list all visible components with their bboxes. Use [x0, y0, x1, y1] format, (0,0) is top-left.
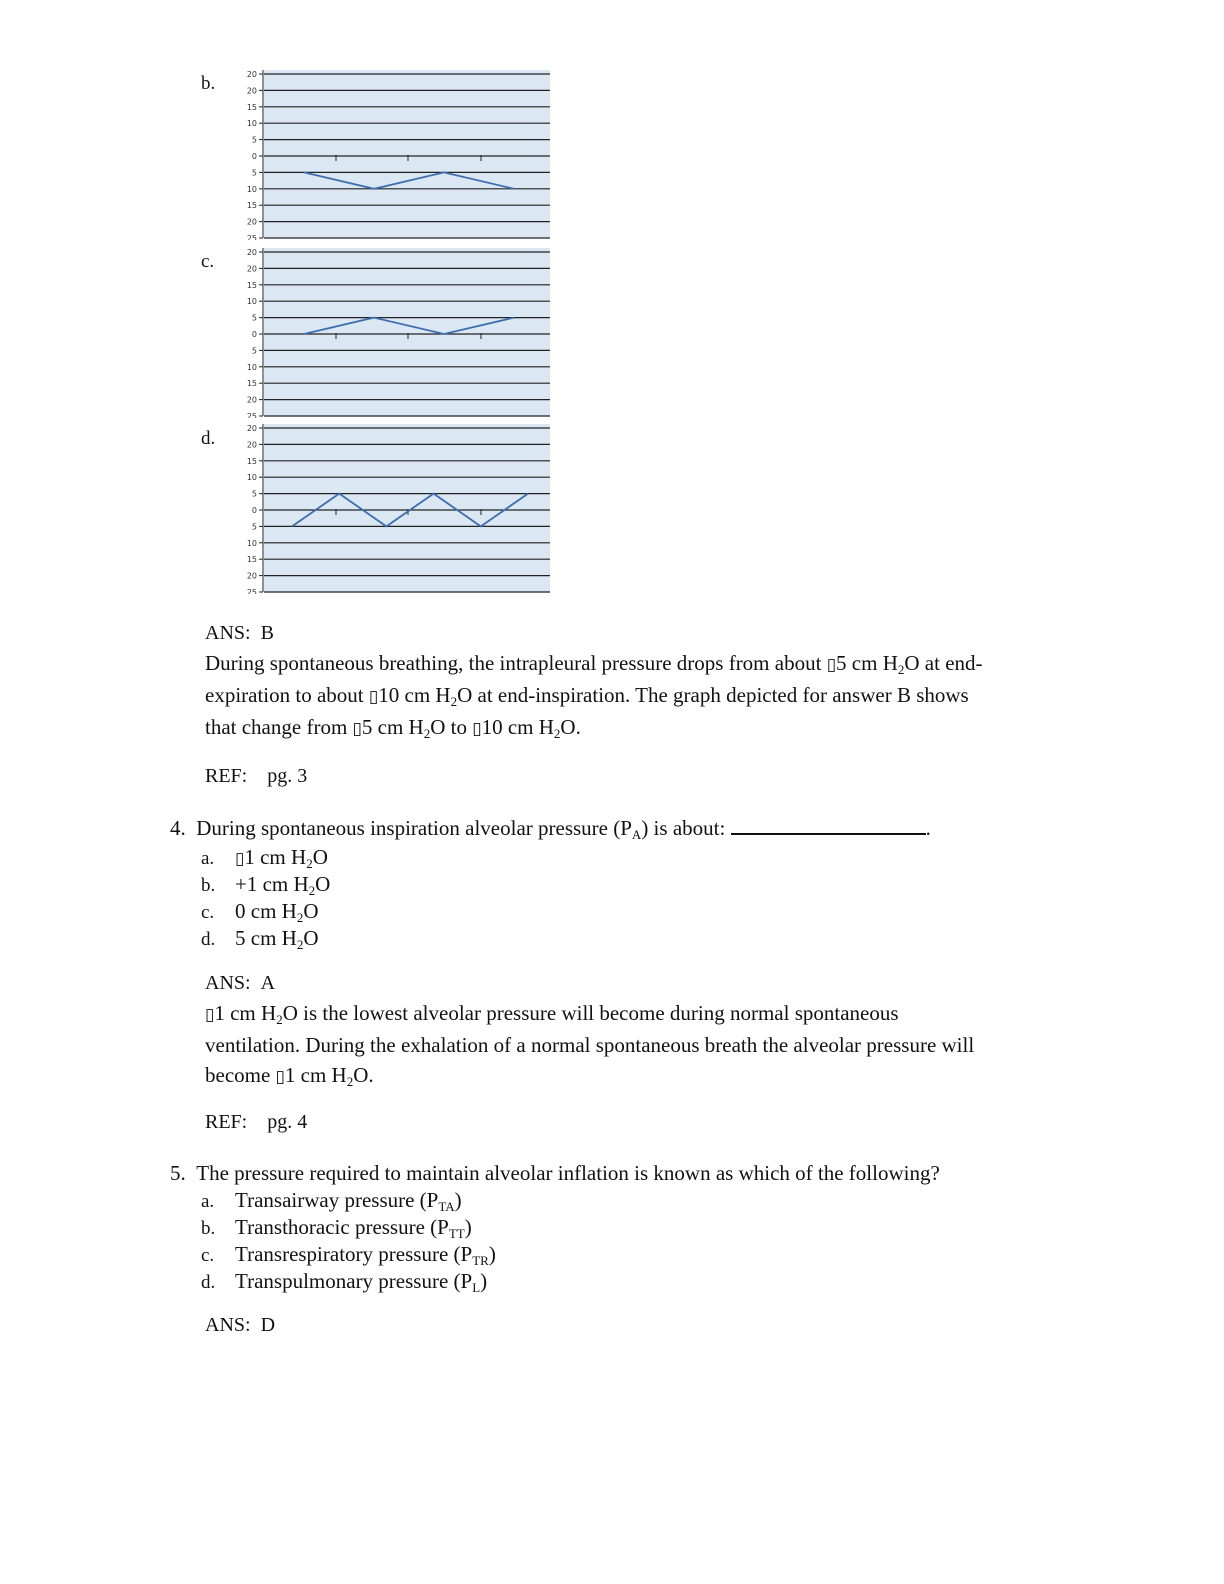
tick-label: 25 — [246, 234, 257, 240]
q5-number: 5. — [170, 1161, 186, 1185]
q3-answer — [205, 622, 274, 645]
tick-label: 25 — [246, 412, 257, 418]
tick-label: 5 — [251, 135, 257, 145]
graph-c — [240, 246, 552, 418]
tick-label: 20 — [246, 70, 257, 79]
graph-c-svg — [240, 246, 552, 418]
tick-label: 20 — [246, 217, 257, 227]
tick-label: 10 — [246, 184, 257, 194]
q3-ans-value: B — [260, 622, 274, 644]
option-d-label: d. — [201, 428, 216, 449]
graph-background — [264, 70, 550, 238]
graph-b — [240, 68, 552, 240]
tick-label: 10 — [246, 119, 257, 129]
q5-option-a: a. Transairway pressure $(P_{TA})$ — [201, 1188, 462, 1214]
tick-label: 15 — [246, 379, 257, 389]
tick-label: 10 — [246, 473, 257, 483]
question-5: 5. The pressure required to maintain alveolar inflation is known as which of the following? — [170, 1161, 940, 1185]
tick-label: 5 — [251, 313, 257, 323]
tick-label: 20 — [246, 395, 257, 405]
graph-b-svg — [240, 68, 552, 240]
q4-option-c: c. 0 cm $H_2O$ — [201, 899, 319, 925]
tick-label: 15 — [246, 280, 257, 290]
tick-label: 15 — [246, 456, 257, 466]
q5-option-d: d. Transpulmonary pressure $(P_L)$ — [201, 1269, 488, 1295]
tick-label: 10 — [246, 362, 257, 372]
q4-option-a: a. ▯1 cm $H_2O$ — [201, 845, 328, 871]
q5-option-c: c. Transrespiratory pressure $(P_{TR})$ — [201, 1242, 496, 1268]
q3-reference: REF: pg. 3 — [205, 765, 308, 787]
graph-background — [264, 248, 550, 416]
tick-label: 10 — [246, 538, 257, 548]
tick-label: 20 — [246, 440, 257, 450]
question-4: 4. During spontaneous inspiration alveolar pressure $(P_A)$ is about: . — [170, 816, 931, 842]
q3-ans-label: ANS: — [205, 622, 251, 644]
option-c-label: c. — [201, 251, 215, 272]
tick-label: 20 — [246, 248, 257, 257]
q4-option-d: d. 5 cm $H_2O$ — [201, 926, 319, 952]
q5-options — [201, 1188, 496, 1296]
q5-option-b: b. Transthoracic pressure $(P_{TT})$ — [201, 1215, 472, 1241]
tick-label: 0 — [251, 506, 257, 515]
q4-answer: ANS: A — [205, 972, 276, 994]
answer-blank — [731, 817, 926, 835]
q4-reference: REF: pg. 4 — [205, 1111, 308, 1133]
q3-explanation: During spontaneous breathing, the intrapleural pressure drops from about ▯5 cm $H_2O$ at end- expiration to about ▯10 cm $H_2O$ at end-inspiration. The graph depicted for answer B shows that change from ▯5 cm $H_2O$ to ▯10 cm $H_2O$. — [205, 651, 983, 741]
tick-label: 5 — [251, 168, 257, 178]
tick-label: 0 — [251, 330, 257, 339]
q4-option-b: b. +1 cm $H_2O$ — [201, 872, 331, 898]
q4-options — [201, 845, 330, 953]
tick-label: 20 — [246, 424, 257, 433]
tick-label: 25 — [246, 588, 257, 594]
graph-d — [240, 422, 552, 594]
tick-label: 0 — [251, 152, 257, 161]
tick-label: 5 — [251, 489, 257, 499]
tick-label: 20 — [246, 264, 257, 274]
tick-label: 20 — [246, 571, 257, 581]
tick-label: 10 — [246, 297, 257, 307]
graph-d-svg — [240, 422, 552, 594]
tick-label: 15 — [246, 555, 257, 565]
tick-label: 5 — [251, 522, 257, 532]
tick-label: 15 — [246, 102, 257, 112]
q5-answer: ANS: D — [205, 1314, 276, 1336]
q4-number: 4. — [170, 816, 186, 840]
tick-label: 15 — [246, 201, 257, 211]
q4-explanation: ▯1 cm $H_2O$ is the lowest alveolar pressure will become during normal spontaneous ventilation. During the exhalation of a normal spontaneous breath the alveolar pressure will become ▯1 cm $H_2O$. — [205, 1001, 975, 1089]
tick-label: 20 — [246, 86, 257, 96]
tick-label: 5 — [251, 346, 257, 356]
option-b-label: b. — [201, 73, 216, 94]
